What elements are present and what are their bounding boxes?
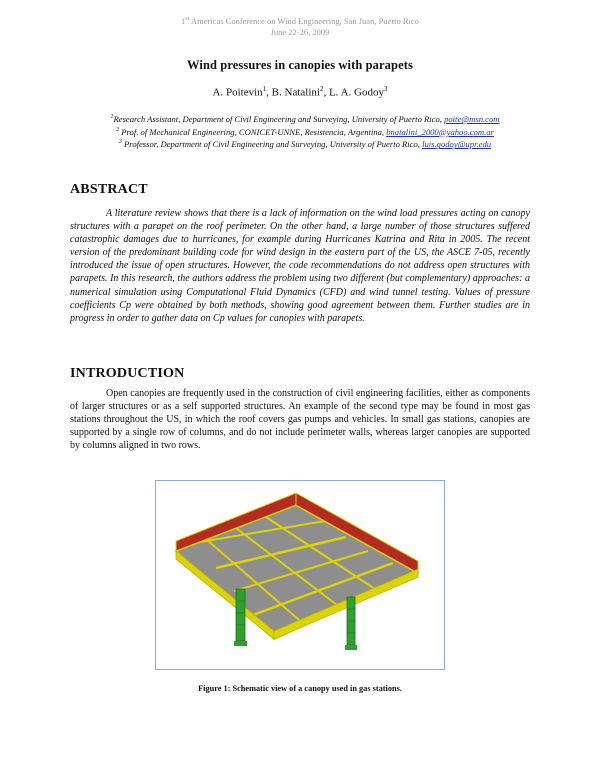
canopy-illustration	[156, 481, 446, 671]
introduction-text: Open canopies are frequently used in the construction of civil engineering facilities, either as components of larger structures or as a self supported structures. An example of the second type may be found in most gas stations throughout the US, in which the roof covers gas pumps and vehicles. In small gas stations, canopies are supported by a single row of columns, and do not include perimeter walls, whereas larger canopies are supported by columns aligned in two rows.	[70, 388, 530, 452]
email-link[interactable]: poite@msn.com	[444, 113, 500, 124]
affiliation-1: $^1$Research Assistant, Department of Civil Engineering and Surveying, University of Puerto Rico, poite@msn.com	[110, 113, 500, 124]
author-list: A. Poitevin$^1$, B. Natalini$^2$, L. A. Godoy$^3$	[212, 85, 388, 99]
author: L. A. Godoy	[328, 86, 384, 99]
author: A. Poitevin	[212, 86, 263, 99]
column-left	[234, 589, 247, 646]
affiliations	[40, 112, 570, 150]
introduction-heading: INTRODUCTION	[70, 366, 185, 381]
author: B. Natalini	[271, 86, 320, 99]
affiliation-2: $^2$ Prof. of Mechanical Engineering, CONICET-UNNE, Resistencia, Argentina, bnatalini_2000@yahoo.com.ar	[116, 126, 494, 137]
affiliation-3: $^3$ Professor, Department of Civil Engineering and Surveying, University of Puerto Rico, luis.godoy@upr.edu	[118, 139, 492, 150]
email-link[interactable]: luis.godoy@upr.edu	[422, 139, 492, 150]
email-link[interactable]: bnatalini_2000@yahoo.com.ar	[386, 126, 494, 137]
running-head-line-1: 1st Americas Conference on Wind Engineering, San Juan, Puerto Rico	[181, 15, 419, 26]
column-right	[345, 597, 357, 650]
paper-title: Wind pressures in canopies with parapets	[187, 58, 413, 72]
running-head-line-2: June 22-26, 2009	[270, 26, 330, 37]
abstract-text: A literature review shows that there is a lack of information on the wind load pressures acting on canopy structures with a parapet on the roof perimeter. On the other hand, a large number of those structures suffered catastrophic damages due to hurricanes, for example during Hurricanes Katrina and Rita in 2005. The recent version of the predominant building code for wind design in the eastern part of the US, the ASCE 7-05, recently introduced the issue of open structures. However, the code recommendations do not address open structures with parapets. In this research, the authors address the problem using two different (but complementary) approaches: a numerical simulation using Computational Fluid Dynamics (CFD) and wind tunnel testing. Values of pressure coefficients Cp were obtained by both methods, showing good agreement between them. Further studies are in progress in order to gather data on Cp values for canopies with parapets.	[70, 208, 530, 324]
abstract-heading: ABSTRACT	[70, 182, 148, 197]
figure-caption: Figure 1: Schematic view of a canopy used in gas stations.	[198, 684, 402, 693]
running-head	[0, 14, 600, 38]
figure-1	[155, 480, 445, 670]
